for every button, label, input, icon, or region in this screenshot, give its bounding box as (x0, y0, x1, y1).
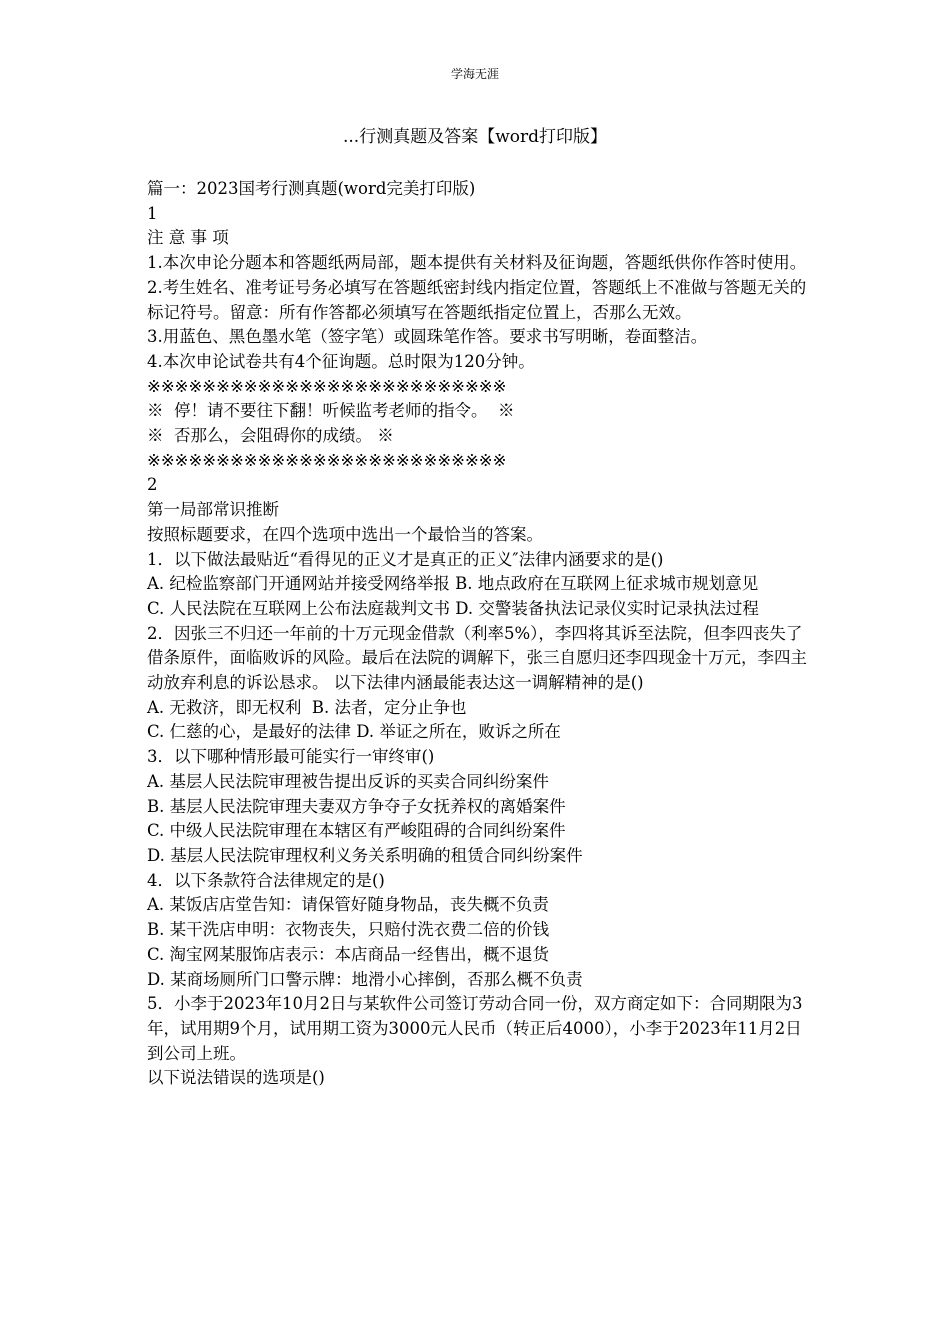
document-line: 篇一：2023国考行测真题(word完美打印版) (147, 179, 476, 198)
document-line: B. 基层人民法院审理夫妻双方争夺子女抚养权的离婚案件 (147, 796, 566, 816)
document-line: 2．因张三不归还一年前的十万元现金借款（利率5%），李四将其诉至法院，但李四丧失了借条原件，面临败诉的风险。最后在法院的调解下，张三自愿归还李四现金十万元，李四主动放弃利息的诉讼恳求。 以下法律内涵最能表达这一调解精神的是() (147, 623, 807, 693)
page-header: 学海无涯 (450, 67, 499, 81)
document-line: 2.考生姓名、准考证号务必填写在答题纸密封线内指定位置，答题纸上不准做与答题无关的标记符号。留意：所有作答都必须填写在答题纸指定位置上，否那么无效。 (147, 277, 807, 322)
document-body (147, 177, 807, 1091)
document-line: 5．小李于2023年10月2日与某软件公司签订劳动合同一份，双方商定如下：合同期限为3年，试用期9个月，试用期工资为3000元人民币（转正后4000），小李于2023年11月2日到公司上班。 (147, 994, 803, 1063)
document-line: A. 无救济，即无权利 B. 法者，定分止争也 (147, 697, 467, 717)
document-line: ※ 停！请不要往下翻！听候监考老师的指令。 ※ (147, 401, 515, 421)
document-line: C. 仁慈的心，是最好的法律 D. 举证之所在，败诉之所在 (147, 722, 561, 742)
document-line: C. 人民法院在互联网上公布法庭裁判文书 D. 交警装备执法记录仪实时记录执法过程 (147, 598, 759, 618)
document-line: C. 中级人民法院审理在本辖区有严峻阻碍的合同纠纷案件 (147, 821, 566, 841)
document-line: B. 某干洗店申明：衣物丧失，只赔付洗衣费二倍的价钱 (147, 920, 550, 940)
document-line: 按照标题要求，在四个选项中选出一个最恰当的答案。 (147, 524, 543, 544)
document-line: 以下说法错误的选项是() (147, 1068, 325, 1088)
document-line: 3．以下哪种情形最可能实行一审终审() (147, 747, 435, 767)
document-line: C. 淘宝网某服饰店表示：本店商品一经售出，概不退货 (147, 944, 550, 964)
document-line: ※※※※※※※※※※※※※※※※※※※※※※※※※※ (147, 376, 507, 396)
document-line: A. 某饭店店堂告知：请保管好随身物品，丧失概不负责 (147, 895, 549, 915)
document-line: 注 意 事 项 (147, 228, 229, 248)
document-line: 4．以下条款符合法律规定的是() (147, 870, 385, 890)
document-line: 1.本次申论分题本和答题纸两局部，题本提供有关材料及征询题，答题纸供你作答时使用。 (147, 253, 807, 273)
document-line: 1 (147, 203, 158, 223)
document-line: 第一局部常识推断 (147, 500, 279, 520)
document-line: ※※※※※※※※※※※※※※※※※※※※※※※※※※ (147, 450, 507, 470)
document-line: 1．以下做法最贴近“看得见的正义才是真正的正义″法律内涵要求的是() (147, 549, 664, 569)
document-line: 4.本次申论试卷共有4个征询题。总时限为120分钟。 (147, 351, 535, 371)
document-line: 2 (147, 475, 158, 495)
document-title: ...行测真题及答案【word打印版】 (342, 127, 607, 147)
document-line: A. 纪检监察部门开通网站并接受网络举报 B. 地点政府在互联网上征求城市规划意见 (147, 574, 759, 594)
document-line: ※ 否那么，会阻碍你的成绩。 ※ (147, 426, 394, 446)
document-line: D. 某商场厕所门口警示牌：地滑小心摔倒，否那么概不负责 (147, 969, 583, 989)
document-line: D. 基层人民法院审理权利义务关系明确的租赁合同纠纷案件 (147, 845, 583, 865)
document-line: 3.用蓝色、黑色墨水笔（签字笔）或圆珠笔作答。要求书写明晰，卷面整洁。 (147, 327, 708, 347)
document-line: A. 基层人民法院审理被告提出反诉的买卖合同纠纷案件 (147, 771, 549, 791)
